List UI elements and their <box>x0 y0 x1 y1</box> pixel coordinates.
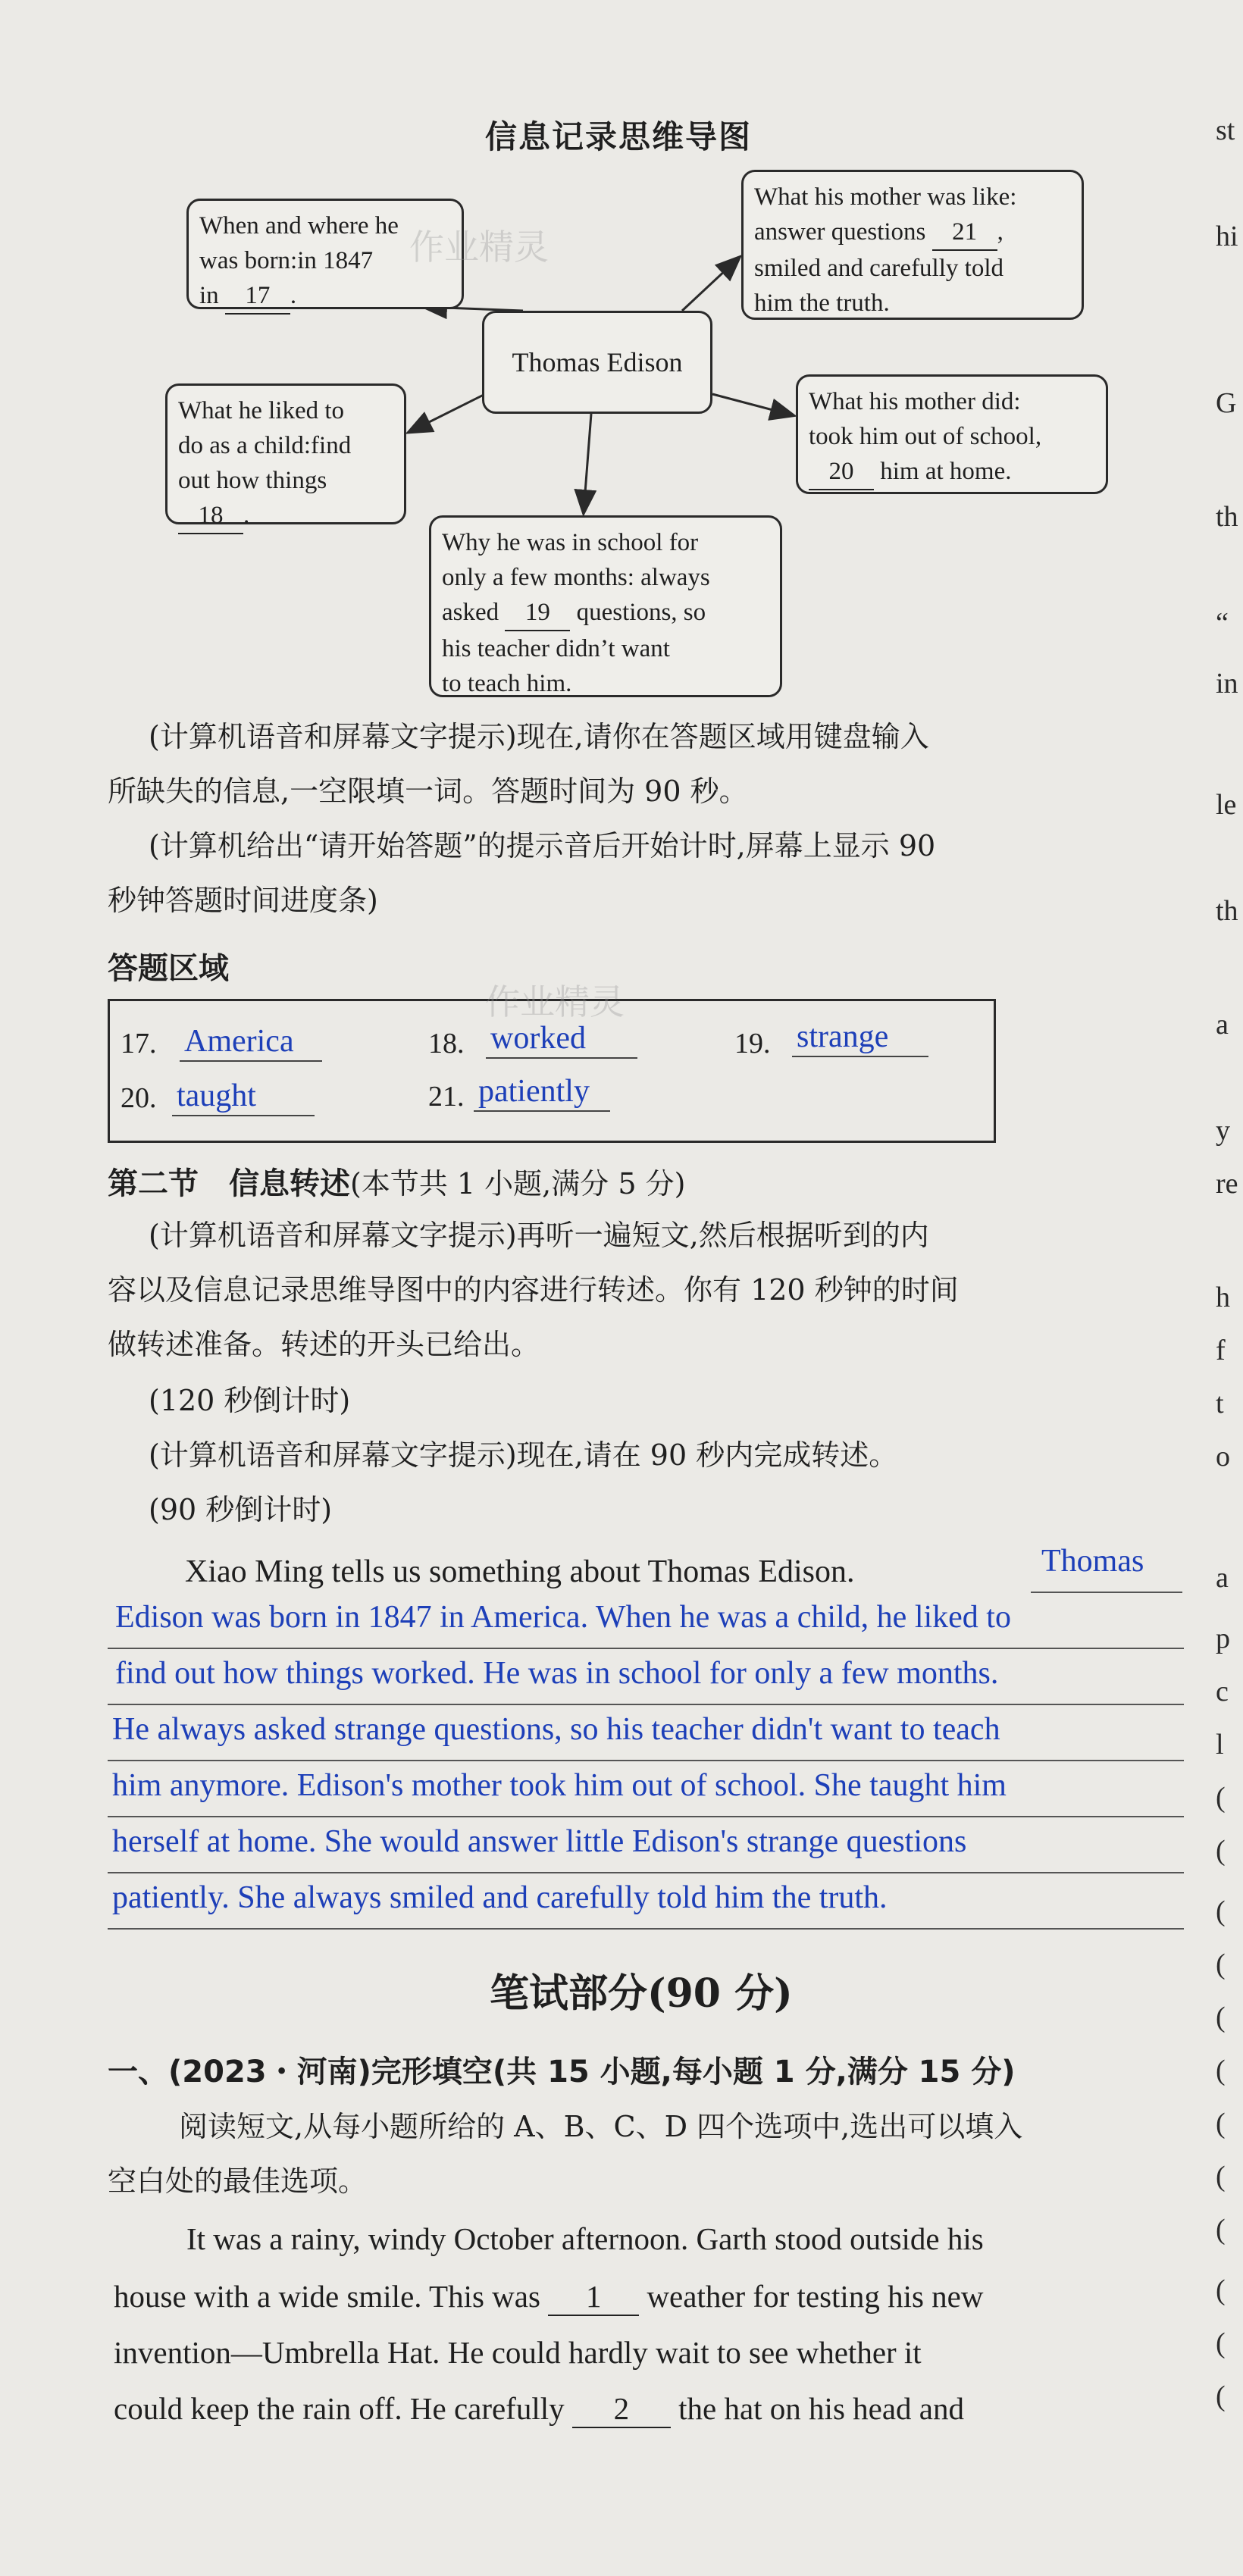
mother-did-line-1: What his mother did: <box>809 388 1021 415</box>
section2-p1a: (计算机语音和屏幕文字提示)再听一遍短文,然后根据听到的内 <box>149 1219 929 1252</box>
right-margin-fragment: ( <box>1216 1782 1226 1814</box>
mother-did-line-3-end: him at home. <box>880 458 1012 485</box>
mindmap-liked-node <box>165 383 406 529</box>
born-line-2: was born:in 1847 <box>199 247 374 274</box>
retell-text-6[interactable]: patiently. She always smiled and carefully told him the truth. <box>112 1880 888 1915</box>
mindmap-mother-did-node <box>796 374 1108 494</box>
right-margin-fragment: ( <box>1216 2380 1226 2412</box>
born-line-3-end: . <box>290 282 297 309</box>
right-margin-fragment: le <box>1216 789 1237 821</box>
cloze-line-2-pre: house with a wide smile. This was <box>114 2279 540 2314</box>
blank-21: 21 <box>932 214 997 251</box>
mother-like-line-2-end: , <box>997 218 1003 246</box>
right-margin-fragment: t <box>1216 1388 1224 1419</box>
retell-text-0[interactable]: Thomas <box>1041 1544 1144 1579</box>
liked-line-4-end: . <box>243 502 250 529</box>
blank-18: 18 <box>178 498 243 534</box>
born-line-1: When and where he <box>199 212 399 239</box>
question-heading-pre: 一、(2023・河南) <box>108 2055 371 2089</box>
right-margin-fragment: a <box>1216 1562 1229 1594</box>
right-margin-fragment: ( <box>1216 1948 1226 1980</box>
right-margin-fragment: th <box>1216 895 1238 927</box>
retell-text-3[interactable]: He always asked strange questions, so his teacher didn't want to teach <box>112 1712 1000 1747</box>
school-line-1: Why he was in school for <box>442 529 699 556</box>
answer-input-17[interactable]: America <box>180 1022 322 1062</box>
blank-20: 20 <box>809 454 874 490</box>
question-instruction-a: 阅读短文,从每小题所给的 A、B、C、D 四个选项中,选出可以填入 <box>179 2110 1023 2143</box>
right-margin-fragment: ( <box>1216 2214 1226 2246</box>
question-heading <box>108 2048 1016 2091</box>
answer-input-21[interactable]: patiently <box>474 1072 610 1112</box>
right-margin-fragment: o <box>1216 1441 1230 1473</box>
right-margin-fragment: l <box>1216 1729 1224 1761</box>
right-margin-fragment: st <box>1216 114 1235 146</box>
cloze-line-4 <box>114 2390 964 2428</box>
retell-text-1[interactable]: Edison was born in 1847 in America. When he was a child, he liked to <box>115 1600 1011 1635</box>
right-margin-fragment: h <box>1216 1282 1230 1313</box>
retell-starter: Xiao Ming tells us something about Thomas Edison. <box>185 1554 855 1589</box>
answer-num-19: 19. <box>734 1028 771 1060</box>
watermark-1: 作业精灵 <box>409 227 549 268</box>
liked-line-2: do as a child:find <box>178 432 352 459</box>
right-margin-fragment: y <box>1216 1115 1230 1147</box>
school-line-3: asked <box>442 599 499 626</box>
mother-did-line-2: took him out of school, <box>809 423 1042 450</box>
instruction-1b: 所缺失的信息,一空限填一词。答题时间为 90 秒。 <box>108 775 748 808</box>
right-margin-fragment: ( <box>1216 2002 1226 2033</box>
right-margin-fragment: ( <box>1216 2274 1226 2306</box>
section2-heading-note: (本节共 1 小题,满分 5 分) <box>350 1167 686 1200</box>
section2-p1b: 容以及信息记录思维导图中的内容进行转述。你有 120 秒钟的时间 <box>108 1273 959 1307</box>
liked-line-3: out how things <box>178 467 327 494</box>
answer-num-17: 17. <box>121 1028 157 1060</box>
right-margin-fragment: f <box>1216 1335 1226 1366</box>
school-line-2: only a few months: always <box>442 564 710 591</box>
mindmap-school-node <box>429 515 782 697</box>
section2-p3: (计算机语音和屏幕文字提示)现在,请在 90 秒内完成转述。 <box>149 1438 898 1472</box>
answer-input-18[interactable]: worked <box>486 1019 637 1059</box>
mother-like-line-2: answer questions <box>754 218 926 246</box>
right-margin-fragment: ( <box>1216 2161 1226 2193</box>
section2-p2: (120 秒倒计时) <box>149 1384 351 1417</box>
right-margin-fragment: ( <box>1216 2055 1226 2086</box>
mindmap-mother-like-node <box>741 170 1084 320</box>
right-margin-fragment: ( <box>1216 2108 1226 2139</box>
right-margin-fragment: p <box>1216 1623 1230 1654</box>
mother-like-line-3: smiled and carefully told <box>754 255 1003 282</box>
liked-line-1: What he liked to <box>178 397 345 424</box>
question-instruction-b: 空白处的最佳选项。 <box>108 2164 368 2198</box>
answer-input-20[interactable]: taught <box>172 1077 315 1116</box>
school-line-5: to teach him. <box>442 670 572 697</box>
right-margin-fragment: “ <box>1216 607 1229 639</box>
right-margin-fragment: G <box>1216 387 1237 419</box>
mother-like-line-1: What his mother was like: <box>754 183 1017 211</box>
answer-area-heading: 答题区域 <box>108 951 229 986</box>
section2-p4: (90 秒倒计时) <box>149 1493 333 1526</box>
cloze-blank-2[interactable]: 2 <box>572 2390 671 2428</box>
right-margin-fragment: a <box>1216 1009 1229 1041</box>
right-margin-fragment: hi <box>1216 221 1238 252</box>
section2-heading-row <box>108 1160 685 1203</box>
mindmap-center-node <box>482 311 712 414</box>
right-margin-fragment: ( <box>1216 1895 1226 1927</box>
right-margin-fragment: c <box>1216 1676 1229 1707</box>
cloze-blank-1[interactable]: 1 <box>548 2278 639 2316</box>
right-margin-fragment: ( <box>1216 1835 1226 1867</box>
blank-17: 17 <box>225 278 290 315</box>
right-margin-fragment: th <box>1216 501 1238 533</box>
cloze-line-2 <box>114 2278 983 2316</box>
instruction-2a: (计算机给出“请开始答题”的提示音后开始计时,屏幕上显示 90 <box>149 829 936 862</box>
mother-like-line-4: him the truth. <box>754 290 890 317</box>
section2-p1c: 做转述准备。转述的开头已给出。 <box>108 1328 540 1361</box>
born-line-3: in <box>199 282 219 309</box>
cloze-line-2-post: weather for testing his new <box>647 2279 984 2314</box>
retell-text-5[interactable]: herself at home. She would answer little Edison's strange questions <box>112 1824 967 1859</box>
answer-input-19[interactable]: strange <box>792 1018 928 1057</box>
cloze-line-3: invention—Umbrella Hat. He could hardly wait to see whether it <box>114 2335 922 2370</box>
school-line-4: his teacher didn’t want <box>442 635 670 662</box>
answer-num-18: 18. <box>428 1028 465 1060</box>
retell-text-2[interactable]: find out how things worked. He was in school for only a few months. <box>115 1656 999 1691</box>
cloze-line-4-post: the hat on his head and <box>678 2391 964 2426</box>
right-margin-fragment: in <box>1216 668 1238 700</box>
section2-heading: 第二节 信息转述 <box>108 1166 350 1201</box>
question-heading-main: 完形填空(共 15 小题,每小题 1 分,满分 15 分) <box>371 2055 1016 2089</box>
instruction-2b: 秒钟答题时间进度条) <box>108 884 378 917</box>
instruction-1a: (计算机语音和屏幕文字提示)现在,请你在答题区域用键盘输入 <box>149 720 929 753</box>
answer-num-20: 20. <box>121 1082 157 1114</box>
watermark-2: 作业精灵 <box>485 981 625 1022</box>
blank-19: 19 <box>505 595 570 631</box>
retell-text-4[interactable]: him anymore. Edison's mother took him out of school. She taught him <box>112 1768 1007 1803</box>
right-margin-fragment: re <box>1216 1168 1238 1200</box>
cloze-line-1: It was a rainy, windy October afternoon. Garth stood outside his <box>186 2221 984 2256</box>
mindmap-title: 信息记录思维导图 <box>485 118 753 155</box>
cloze-line-4-pre: could keep the rain off. He carefully <box>114 2391 565 2426</box>
center-label: Thomas Edison <box>512 347 683 377</box>
right-margin-fragment: ( <box>1216 2327 1226 2359</box>
answer-num-21: 21. <box>428 1081 465 1113</box>
written-part-title: 笔试部分(90 分) <box>490 1970 793 2017</box>
school-line-3-end: questions, so <box>576 599 706 626</box>
